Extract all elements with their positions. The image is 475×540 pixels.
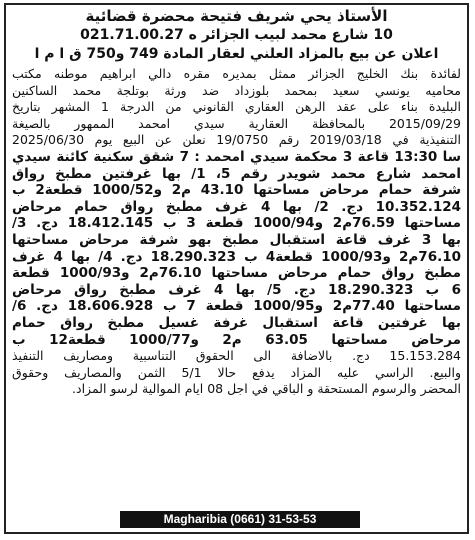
body-line: مطبخ رواق حمام مرحاض مساحتها 76.10م2 و1000/93 قطعة — [12, 265, 461, 282]
body-line: بها غرفتين قاعة استقبال غرفة غسيل مطبخ رواق حمام — [12, 314, 461, 331]
publisher-footer: Magharibia (0661) 31-53-53 — [120, 511, 360, 528]
body-line: لفائدة بنك الخليج الجزائر ممثل بمديره مقره دالي ابراهيم موطنه مكتب — [12, 66, 461, 81]
announcement-body — [6, 64, 467, 398]
announcement-frame — [4, 3, 469, 534]
body-line: محاميه يونسي سعيد بمحمد بلوزداد ضد ورثة بوتلجة محمد الساكنين — [12, 82, 461, 98]
body-line: 10.352.124 دج. 2/ بها 4 غرف مطبخ رواق حمام مرحاض — [12, 198, 461, 215]
bailiff-name: الأستاذ يحي شريف فتيحة محضرة قضائية — [85, 7, 388, 25]
body-line: مساحتها 77.40م2 و1000/95 قطعة 7 ب 18.606.928 دج. 6/ — [12, 298, 461, 315]
announcement-header — [6, 5, 467, 64]
body-line: بها 3 غرف قاعة استقبال مطبخ بهو شرفة مرحاض مساحتها — [12, 231, 461, 248]
body-line: مساحتها 76.59م2 و1000/94 قطعة 3 ب 18.412.145 دج. 3/ — [12, 215, 461, 232]
body-line: سا 13:30 قاعة 3 محكمة سيدي امحمد : 7 شقق سكنية كائنة سيدي — [12, 148, 461, 165]
body-line: مرحاض مساحتها 63.05 م2 و1000/77 قطعة12 ب — [12, 331, 461, 348]
body-line: شرفة حمام مرحاض مساحتها 43.10 م2 و1000/52 قطعة2 ب — [12, 182, 461, 199]
body-line: التنفيذية في 2019/03/18 رقم 19/0750 نعلن عن البيع يوم 2025/06/30 — [12, 132, 461, 148]
body-line: والبيع. الراسي عليه المزاد يدفع حالا 5/1 الثمن والمصاريف وحقوق — [12, 364, 461, 380]
announcement-title: اعلان عن بيع بالمزاد العلني لعقار المادة 749 و750 ق ا م ا — [34, 46, 439, 62]
body-line: 6 ب 18.290.323 دج. 5/ بها 4 غرف مطبخ رواق مرحاض — [12, 281, 461, 298]
bailiff-address: 10 شارع محمد لبيب الجزائر ه 021.71.00.27 — [80, 27, 393, 43]
body-line: المحضر والرسوم المستحقة و الباقي في اجل 08 ايام الموالية لرسو المزاد. — [72, 381, 461, 397]
body-line: امحمد شارع محمد شويدر رقم 5، 1/ بها غرفتين مطبخ رواق — [12, 165, 461, 182]
body-line: البليدة بناء على عقد الرهن العقاري القانوني من الدرجة 1 المشهر بتاريخ — [12, 99, 461, 115]
body-line: 2015/09/29 بالمحافظة العقارية سيدي امحمد الممهور بالصيغة — [12, 115, 461, 131]
body-line: 76.10م2 و1000/93 قطعة4 ب 18.290.323 دج. 4/ بها 4 غرف — [12, 248, 461, 265]
body-line: 15.153.284 دج. بالاضافة الى الحقوق التناسبية ومصاريف التنفيذ — [12, 348, 461, 364]
